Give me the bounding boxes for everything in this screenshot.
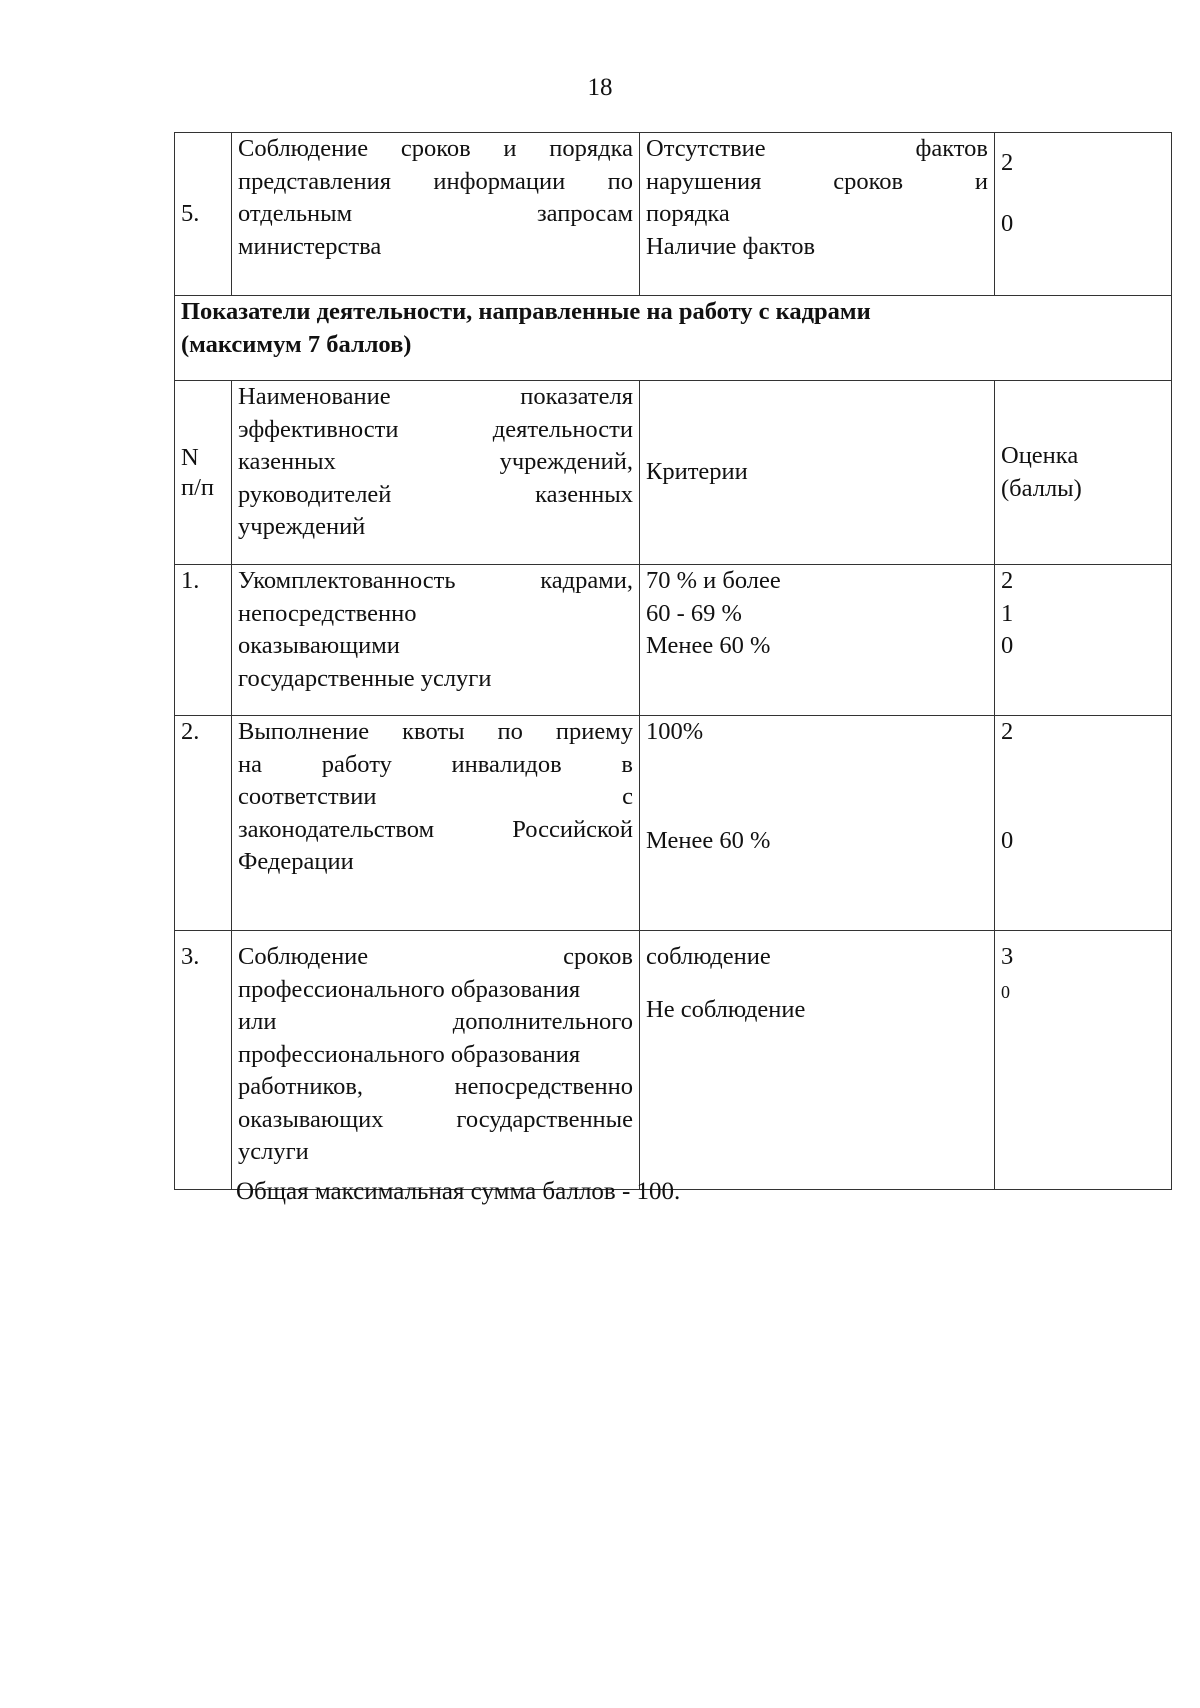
indicator-line: работников, непосредственно [238,1073,633,1100]
header-number-line: п/п [181,473,215,501]
indicator-line: Соблюдение сроков и порядка [238,135,633,162]
criteria-line: нарушения сроков и [646,167,988,195]
header-score [995,381,1172,565]
score-cell [995,931,1172,1190]
indicator-line: Соблюдение сроков [238,943,633,970]
criteria-line: Не соблюдение [646,995,806,1023]
indicator-line: Федерации [238,848,354,875]
header-indicator-line: Наименование показателя [238,383,633,410]
section-title: Показатели деятельности, направленные на работу с кадрами [181,298,871,325]
criteria-cell [640,931,995,1190]
indicator-cell [232,931,640,1190]
section-subtitle: (максимум 7 баллов) [181,330,412,358]
criteria-cell [640,133,995,296]
header-indicator [232,381,640,565]
indicator-line: Укомплектованность кадрами, [238,567,633,594]
row-number: 3. [175,931,232,1190]
indicator-line: профессионального образования [238,975,581,1003]
section-heading [175,296,1172,381]
score-value: 0 [1001,981,1010,1002]
criteria-cell [640,565,995,716]
criteria-line: 70 % и более [646,567,781,594]
indicator-line: оказывающими [238,632,400,659]
score-value: 2 [1001,567,1014,594]
indicator-line: отдельным запросам [238,200,633,227]
table-header-row [175,381,1172,565]
indicators-table [174,132,1172,1190]
page-number: 18 [587,74,613,101]
total-points-note: Общая максимальная сумма баллов - 100. [236,1178,681,1205]
indicator-line: оказывающих государственные [238,1105,633,1133]
table-row [175,716,1172,931]
header-criteria: Критерии [640,381,995,565]
header-indicator-line: эффективности деятельности [238,415,633,443]
score-cell [995,565,1172,716]
criteria-line: Менее 60 % [646,826,771,854]
indicator-line: услуги [238,1138,309,1165]
criteria-line: 100% [646,718,704,745]
header-score-line: Оценка [1001,442,1079,469]
score-value: 0 [1001,826,1014,854]
score-cell [995,716,1172,931]
indicator-line: министерства [238,232,382,260]
header-score-line: (баллы) [1001,474,1082,502]
criteria-cell [640,716,995,931]
score-value: 3 [1001,943,1014,970]
score-value: 0 [1001,632,1014,659]
indicator-line: Выполнение квоты по приему [238,718,633,745]
row-number: 1. [175,565,232,716]
header-indicator-line: казенных учреждений, [238,448,633,475]
indicator-line: на работу инвалидов в [238,750,633,778]
table-row [175,133,1172,296]
indicator-cell [232,565,640,716]
section-heading-row [175,296,1172,381]
indicator-line: или дополнительного [238,1008,633,1035]
criteria-line: соблюдение [646,943,771,970]
header-indicator-line: руководителей казенных [238,480,633,508]
criteria-line: Менее 60 % [646,632,771,659]
header-number-line: N [181,443,199,471]
score-value: 2 [1001,718,1014,745]
score-value: 0 [1001,210,1014,237]
row-number: 2. [175,716,232,931]
indicator-cell [232,133,640,296]
table-row [175,931,1172,1190]
indicator-line: государственные услуги [238,664,492,692]
score-value: 1 [1001,599,1014,627]
indicator-line: непосредственно [238,599,417,627]
indicator-line: профессионального образования [238,1040,581,1068]
score-value: 2 [1001,149,1014,176]
indicator-line: законодательством Российской [238,815,633,843]
score-cell [995,133,1172,296]
criteria-line: порядка [646,200,730,227]
header-indicator-line: учреждений [238,513,366,540]
criteria-line: Наличие фактов [646,232,816,260]
table-row [175,565,1172,716]
criteria-line: Отсутствие фактов [646,135,988,162]
criteria-line: 60 - 69 % [646,599,742,627]
header-number [175,381,232,565]
indicator-line: соответствии с [238,783,633,810]
row-number: 5. [175,133,232,296]
indicator-cell [232,716,640,931]
indicator-line: представления информации по [238,167,633,195]
